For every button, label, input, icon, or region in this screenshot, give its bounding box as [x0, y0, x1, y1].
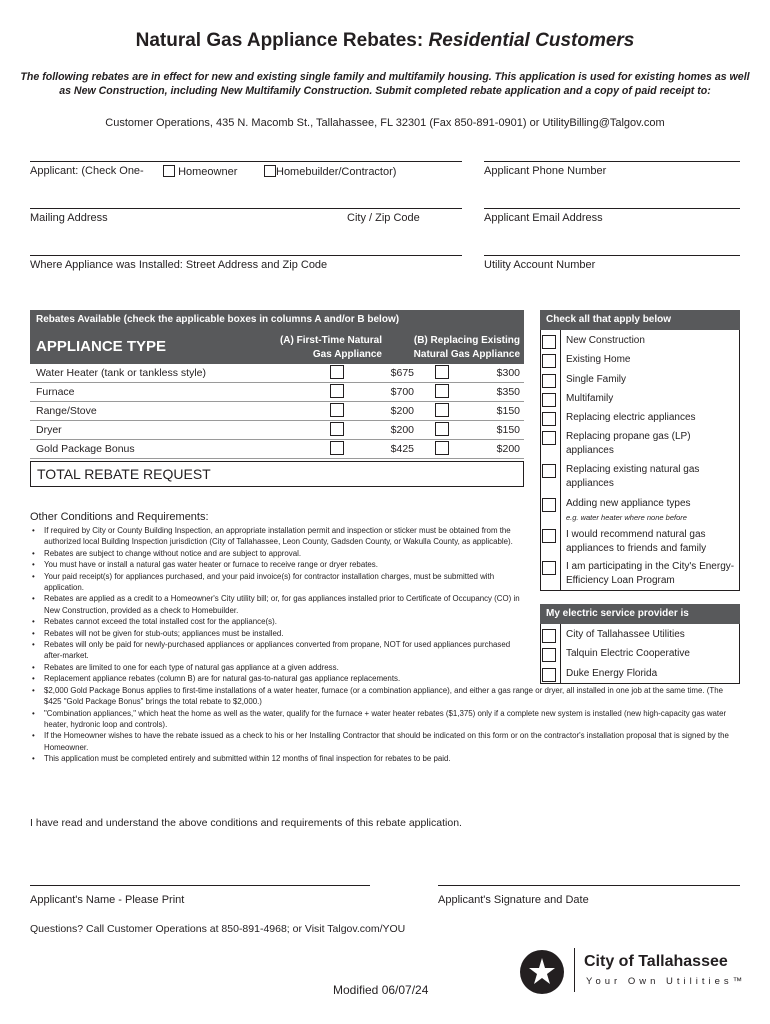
email-label: Applicant Email Address	[484, 212, 603, 224]
homeowner-label: Homeowner	[178, 166, 238, 178]
logo-name: City of Tallahassee	[584, 953, 728, 970]
column-a-value: $700	[390, 386, 414, 398]
applicant-type-line	[30, 161, 462, 162]
adding-types-label: Adding new appliance types	[566, 498, 691, 509]
checklist-checkbox[interactable]	[542, 335, 556, 349]
name-line[interactable]	[30, 885, 370, 886]
column-b-value: $150	[496, 405, 520, 417]
acknowledgement-text: I have read and understand the above conditions and requirements of this rebate application.	[30, 817, 462, 829]
checklist-label: Multifamily	[566, 393, 614, 404]
condition-item: • You must have or install a natural gas water heater or furnace to receive range or dryer rebates.	[32, 559, 530, 570]
column-a-checkbox[interactable]	[330, 403, 344, 417]
condition-item: • Your paid receipt(s) for appliances purchased, and your paid invoice(s) for contractor installation charges, must be submitted with application.	[32, 571, 530, 594]
total-rebate-request[interactable]: TOTAL REBATE REQUEST	[30, 461, 524, 487]
logo-divider	[574, 948, 575, 992]
modified-date: Modified 06/07/24	[333, 983, 429, 997]
title-emphasis: Residential Customers	[428, 30, 635, 51]
homebuilder-checkbox[interactable]	[264, 165, 276, 177]
column-b-checkbox[interactable]	[435, 441, 449, 455]
checklist-label: Existing Home	[566, 354, 631, 365]
checklist-checkbox[interactable]	[542, 393, 556, 407]
logo-tagline: Your Own Utilities™	[586, 976, 747, 987]
condition-item: • If the Homeowner wishes to have the rebate issued as a check to his or her Installing Contractor that should be indicated on this form or on the contractor's installation proposal that is signed by the Homeowner.	[32, 730, 738, 753]
checklist-checkbox[interactable]	[542, 498, 556, 512]
condition-item: • This application must be completed entirely and submitted within 12 months of final inspection for rebates to be paid.	[32, 753, 738, 764]
applicant-check-label: Applicant: (Check One-	[30, 165, 144, 177]
column-b-value: $150	[496, 424, 520, 436]
condition-item: • $2,000 Gold Package Bonus applies to first-time installations of a water heater, furnace (or a combination appliance), and either a gas range or dryer, all installed in one job at the same time. (The $425 "Gold Package Bonus" brings the total rebate to $2,000.)	[32, 685, 738, 708]
mailing-line[interactable]	[30, 208, 462, 209]
column-b-value: $350	[496, 386, 520, 398]
column-a-value: $200	[390, 405, 414, 417]
checklist-label: Single Family	[566, 374, 627, 385]
checklist-label: New Construction	[566, 335, 645, 346]
column-b-value: $200	[496, 443, 520, 455]
cityzip-label: City / Zip Code	[347, 212, 420, 224]
column-b-checkbox[interactable]	[435, 403, 449, 417]
column-a-line1: (A) First-Time Natural	[279, 335, 382, 346]
intro-text: The following rebates are in effect for new and existing single family and multifamily housing. This application is used for existing homes as well as New Construction, including New Multifamily Construction. Submit completed rebate application and a copy of paid receipt to:	[20, 71, 750, 97]
column-b-line2: Natural Gas Appliance	[413, 349, 520, 360]
condition-item: • "Combination appliances," which heat the home as well as the water, qualify for the furnace + water heater rebates ($1,375) only if a complete new system is installed (new high-capacity gas water heater, hydronic loop and controls).	[32, 708, 738, 731]
phone-line	[484, 161, 740, 162]
column-b-checkbox[interactable]	[435, 422, 449, 436]
checklist-label: Replacing propane gas (LP) appliances	[566, 431, 691, 456]
column-a-checkbox[interactable]	[330, 365, 344, 379]
installed-line[interactable]	[30, 255, 462, 256]
email-line[interactable]	[484, 208, 740, 209]
table-row	[30, 440, 524, 459]
condition-item: • Rebates will not be given for stub-outs; appliances must be installed.	[32, 628, 530, 639]
account-label: Utility Account Number	[484, 259, 596, 271]
condition-item: • Replacement appliance rebates (column B) are for natural gas-to-natural gas appliance replacements.	[32, 673, 738, 684]
appliance-name: Range/Stove	[36, 405, 97, 417]
city-logo-icon	[520, 950, 564, 994]
conditions-list	[32, 525, 738, 765]
questions-text: Questions? Call Customer Operations at 850-891-4968; or Visit Talgov.com/YOU	[30, 923, 406, 935]
star-icon	[520, 950, 564, 994]
provider-label: City of Tallahassee Utilities	[566, 629, 685, 640]
rebates-bar: Rebates Available (check the applicable boxes in columns A and/or B below)	[30, 310, 524, 330]
homebuilder-option[interactable]	[264, 165, 396, 178]
condition-item: • Rebates cannot exceed the total installed cost for the appliance(s).	[32, 616, 530, 627]
adding-types-example: e.g. water heater where none before	[566, 513, 687, 522]
column-b-heading	[390, 334, 520, 362]
condition-item: • Rebates will only be paid for newly-purchased appliances or appliances converted from propane, NOT for used appliances purchased after-market.	[32, 639, 530, 662]
phone-label: Applicant Phone Number	[484, 165, 607, 177]
condition-item: • Rebates are applied as a credit to a Homeowner's City utility bill; or, for gas appliances installed prior to Certificate of Occupancy (CO) in New Construction, provided as a check to Homebuilder.	[32, 593, 530, 616]
checklist-checkbox[interactable]	[542, 354, 556, 368]
appliance-type-heading: APPLIANCE TYPE	[36, 338, 167, 355]
column-a-checkbox[interactable]	[330, 422, 344, 436]
checklist-label: Replacing electric appliances	[566, 412, 696, 423]
checklist-label: I would recommend natural gas appliances to friends and family	[566, 529, 707, 554]
provider-label: Duke Energy Florida	[566, 668, 658, 679]
appliance-name: Dryer	[36, 424, 62, 436]
column-b-value: $300	[496, 367, 520, 379]
condition-item: • If required by City or County Building Inspection, an appropriate installation permit and inspection or sticker must be obtained from the authorized local Building Inspection jurisdiction (City of Tallahassee, Leon County, Gadsden County, or Wakulla County, as applicable).	[32, 525, 530, 548]
condition-item: • Rebates are limited to one for each type of natural gas appliance at a given address.	[32, 662, 738, 673]
table-row	[30, 383, 524, 402]
appliance-name: Furnace	[36, 386, 75, 398]
table-row	[30, 402, 524, 421]
column-b-checkbox[interactable]	[435, 365, 449, 379]
checklist-label	[566, 497, 738, 525]
checklist-label: I am participating in the City's Energy-Efficiency Loan Program	[566, 561, 735, 586]
homeowner-option[interactable]	[163, 165, 237, 178]
submit-address: Customer Operations, 435 N. Macomb St., Tallahassee, FL 32301 (Fax 850-891-0901) or UtilityBilling@Talgov.com	[105, 117, 665, 129]
account-line[interactable]	[484, 255, 740, 256]
column-a-checkbox[interactable]	[330, 441, 344, 455]
checklist-checkbox[interactable]	[542, 431, 556, 445]
checklist-checkbox[interactable]	[542, 412, 556, 426]
page-title	[0, 30, 770, 52]
column-a-line2: Gas Appliance	[312, 349, 382, 360]
title-main: Natural Gas Appliance Rebates:	[135, 30, 429, 51]
checklist-checkbox[interactable]	[542, 464, 556, 478]
column-b-line1: (B) Replacing Existing	[413, 335, 520, 346]
name-label: Applicant's Name - Please Print	[30, 894, 185, 906]
column-b-checkbox[interactable]	[435, 384, 449, 398]
table-row	[30, 421, 524, 440]
homebuilder-label: Homebuilder/Contractor)	[276, 166, 397, 178]
table-row	[30, 364, 524, 383]
checklist-checkbox[interactable]	[542, 374, 556, 388]
conditions-heading: Other Conditions and Requirements:	[30, 511, 209, 523]
rebates-header	[30, 330, 524, 364]
homeowner-checkbox[interactable]	[163, 165, 175, 177]
appliance-name: Water Heater (tank or tankless style)	[36, 367, 206, 379]
column-a-value: $200	[390, 424, 414, 436]
column-a-checkbox[interactable]	[330, 384, 344, 398]
provider-label: Talquin Electric Cooperative	[566, 648, 690, 659]
installed-label: Where Appliance was Installed: Street Address and Zip Code	[30, 259, 328, 271]
checklist-bar: Check all that apply below	[540, 310, 740, 330]
signature-label: Applicant's Signature and Date	[438, 894, 589, 906]
condition-item: • Rebates are subject to change without notice and are subject to approval.	[32, 548, 530, 559]
column-a-heading	[260, 334, 382, 362]
column-a-value: $675	[390, 367, 414, 379]
column-a-value: $425	[390, 443, 414, 455]
checklist-label: Replacing existing natural gas appliances	[566, 464, 700, 489]
provider-bar: My electric service provider is	[540, 604, 740, 624]
signature-line[interactable]	[438, 885, 740, 886]
mailing-label: Mailing Address	[30, 212, 108, 224]
appliance-name: Gold Package Bonus	[36, 443, 135, 455]
